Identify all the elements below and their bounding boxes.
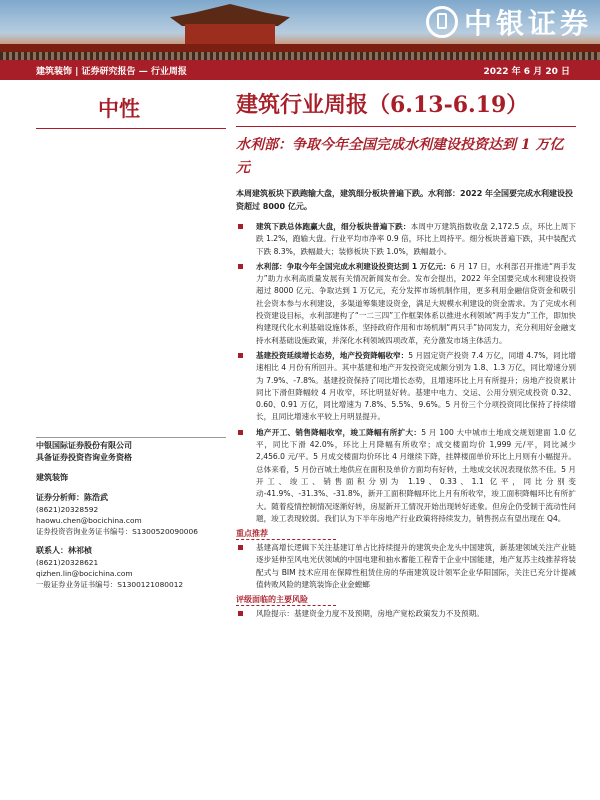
risk-heading: 评级面临的主要风险 [236,594,336,606]
analyst-email[interactable]: haowu.chen@bocichina.com [36,516,142,525]
key-points [236,221,576,624]
bullet-square-icon [238,545,243,550]
palace-roof-illustration [170,4,290,26]
rating-divider [36,128,226,129]
sector-name: 建筑装饰 [36,473,68,482]
bullet-body: 5 月 100 大中城市土地成交规划建面 1.0 亿平，同比下滑 42.0%，环比上月降幅有所收窄；成交楼面均价 1,999 元/平，同比减少 2,456.0 元/平。5 月成交楼面均价环比 4 月继续下降，挂牌楼面单价环比上月则有小幅提升。总体来看，5 月份百城土地供应在面积及单价方面均有好转，土地成交状况表现依然不佳。5 月开工、竣工、销售面积分别为 1.19、0.33、1.1 亿平，同比分别变动-41.9%、-31.3%、-31.8%，新开工面积降幅环比上月有所收窄，竣工面积降幅环比有所扩大。随着疫情控制情况逐渐好转，房屋新开工情况开始出现转好迹象。但房企仍受制于流动性问题，竣工表现较弱。我们认为下半年房地产行业政策将持续发力，销售拐点有望出现在 Q4。 [256,427,576,523]
bullet-point [236,261,576,347]
report-date: 2022 年 6 月 20 日 [483,67,570,77]
contact-email[interactable]: qizhen.lin@bocichina.com [36,569,133,578]
contact-cert: 一般证券业务证书编号：S1300121080012 [36,580,184,589]
crowd-illustration [0,52,600,60]
contact-name: 联系人：林祁桢 [36,546,92,555]
sidebar-divider [36,437,226,438]
bullet-body: 本周中万建筑指数收盘 2,172.5 点，环比上周下跌 1.2%，跑输大盘。行业平均市净率 0.9 倍，环比上周持平。细分板块普遍下跌，其中装配式下跌 8.3%，跌幅最大；装修板块下跌 1.0%，跌幅最小。 [256,222,577,256]
recommendation-body: 基建高增长逻辑下关注基建订单占比持续提升的建筑央企龙头中国建筑，新基建领域关注产业链逐步延伸至风电光伏领域的中国电建和抽水蓄能工程背于企业中国能建，地产复苏主线推荐将装配式与 BIM 技术应用在保障性租赁住房的华南建筑设计领军企业华阳国际，关注已充分计提减值转败风险的建筑装饰企业金螳螂 [256,543,576,590]
bullet-point [236,350,576,424]
bullet-heading: 地产开工、销售降幅收窄，竣工降幅有所扩大： [256,427,422,437]
analyst-cert: 证券投资咨询业务证书编号：S1300520090006 [36,527,198,536]
analyst-name: 证券分析师：陈浩武 [36,493,108,502]
company-logo [426,2,592,42]
bullet-point [236,427,576,525]
bullet-square-icon [238,611,243,616]
title-divider [236,126,576,127]
bullet-body: 6 月 17 日，水利部召开推进“两手发力”助力水利高质量发展有关情况新闻发布会。发布会提出，2022 年全国要完成水利建设投资超过 8000 亿元、争取达到 1 万亿元，充分发挥市场机制作用，更多利用金融信贷资金和吸引社会资本参与水利建设，多渠道筹集建设资金，满足大规模水利建设的资金需求。为了完成水利投资建设目标，水利部建构了“一二三四”工作框架体系以推进水利领域“两手发力”工作，即加快构建现代化水利基础设施体系，坚持政府作用和市场机制“两只手”协同发力，充分利用好金融支持水利基础设施政策，并深化水利领域四项改革，充分激发市场主体活力。 [256,261,576,345]
palace-hall-illustration [185,24,275,44]
bullet-square-icon [238,264,243,269]
logo-text: 中银证券 [463,7,592,40]
bullet-heading: 基建投资延续增长态势，地产投资降幅收窄： [256,350,409,360]
bullet-heading: 水利部：争取今年全国完成水利建设投资达到 1 万亿元： [256,261,451,271]
recommendation-heading: 重点推荐 [236,528,336,540]
bank-of-china-icon [426,6,458,38]
bullet-body: 5 月固定资产投资 7.4 万亿，同增 4.7%，同比增速相比 4 月份有所回升。其中基建和地产开发投资完成额分别为 1.8、1.3 万亿，同比增速分别为 7.9%、-7.8%。基建投资保持了同比增长态势，且增速环比上月有所提升；房地产投资累计同比下滑但降幅较 4 月收窄，环比明显好转。基建中电力、交运、公用分别完成投资 0.32、0.60、0.91 万亿，同比增速为 7.8%、5.5%、9.6%。5 月份三个分项投资同比保持了持续增长，且同比增速水平较上月明显提升。 [256,350,577,422]
report-category-bar [0,60,600,80]
report-category: 建筑装饰 | 证券研究报告 — 行业周报 [36,67,187,77]
report-title: 建筑行业周报（6.13-6.19） [236,92,529,118]
report-summary: 本周建筑板块下跌跑输大盘，建筑细分板块普遍下跌。水利部：2022 年全国要完成水利建设投资超过 8000 亿元。 [236,189,574,211]
report-subtitle: 水利部：争取今年全国完成水利建设投资达到 1 万亿元 [236,137,564,176]
analyst-sidebar [36,440,226,590]
header-banner [0,0,600,60]
bullet-square-icon [238,430,243,435]
analyst-phone: (8621)20328592 [36,505,99,514]
org-name: 中银国际证券股份有限公司 [36,441,132,450]
contact-phone: (8621)20328621 [36,558,99,567]
risk-body: 风险提示：基建资金力度不及预期，房地产宽松政策发力不及预期。 [256,609,484,619]
recommendation-point [236,542,576,591]
bullet-point [236,221,576,258]
org-qualification: 具备证券投资咨询业务资格 [36,453,132,462]
risk-point [236,608,576,620]
bullet-square-icon [238,224,243,229]
bullet-square-icon [238,353,243,358]
bullet-heading: 建筑下跌总体跑赢大盘，细分板块普遍下跌： [256,222,411,231]
rating-label: 中性 [98,96,140,121]
